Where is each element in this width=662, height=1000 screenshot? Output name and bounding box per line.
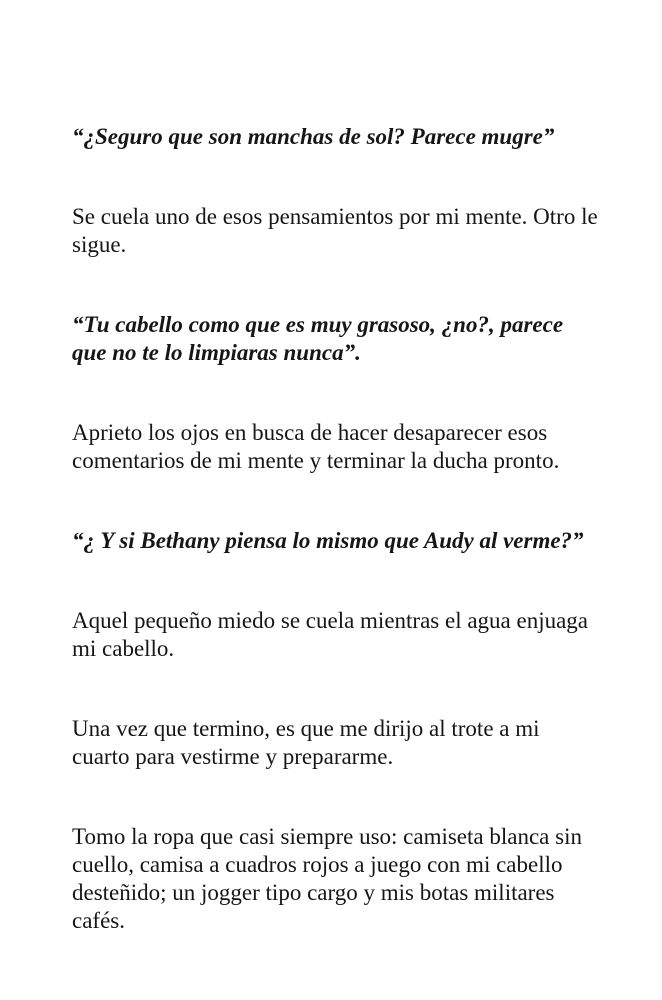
body-paragraph-3: Aquel pequeño miedo se cuela mientras el agua enjuaga mi cabello. (72, 608, 589, 661)
thought-quote-paragraph-1: “¿Seguro que son manchas de sol? Parece mugre” (72, 124, 555, 149)
body-paragraph-5: Tomo la ropa que casi siempre uso: camiseta blanca sin cuello, camisa a cuadros rojos a juego con mi cabello desteñido; un jogger tipo cargo y mis botas militares cafés. (72, 824, 582, 933)
thought-quote-paragraph-2: “Tu cabello como que es muy grasoso, ¿no?, parece que no te lo limpiaras nunca”. (72, 312, 564, 365)
body-paragraph-2: Aprieto los ojos en busca de hacer desaparecer esos comentarios de mi mente y terminar la ducha pronto. (72, 420, 560, 473)
body-paragraph-1: Se cuela uno de esos pensamientos por mi mente. Otro le sigue. (72, 204, 598, 257)
body-paragraph-4: Una vez que termino, es que me dirijo al trote a mi cuarto para vestirme y prepararme. (72, 716, 540, 769)
thought-quote-paragraph-3: “¿ Y si Bethany piensa lo mismo que Audy al verme?” (72, 528, 584, 553)
